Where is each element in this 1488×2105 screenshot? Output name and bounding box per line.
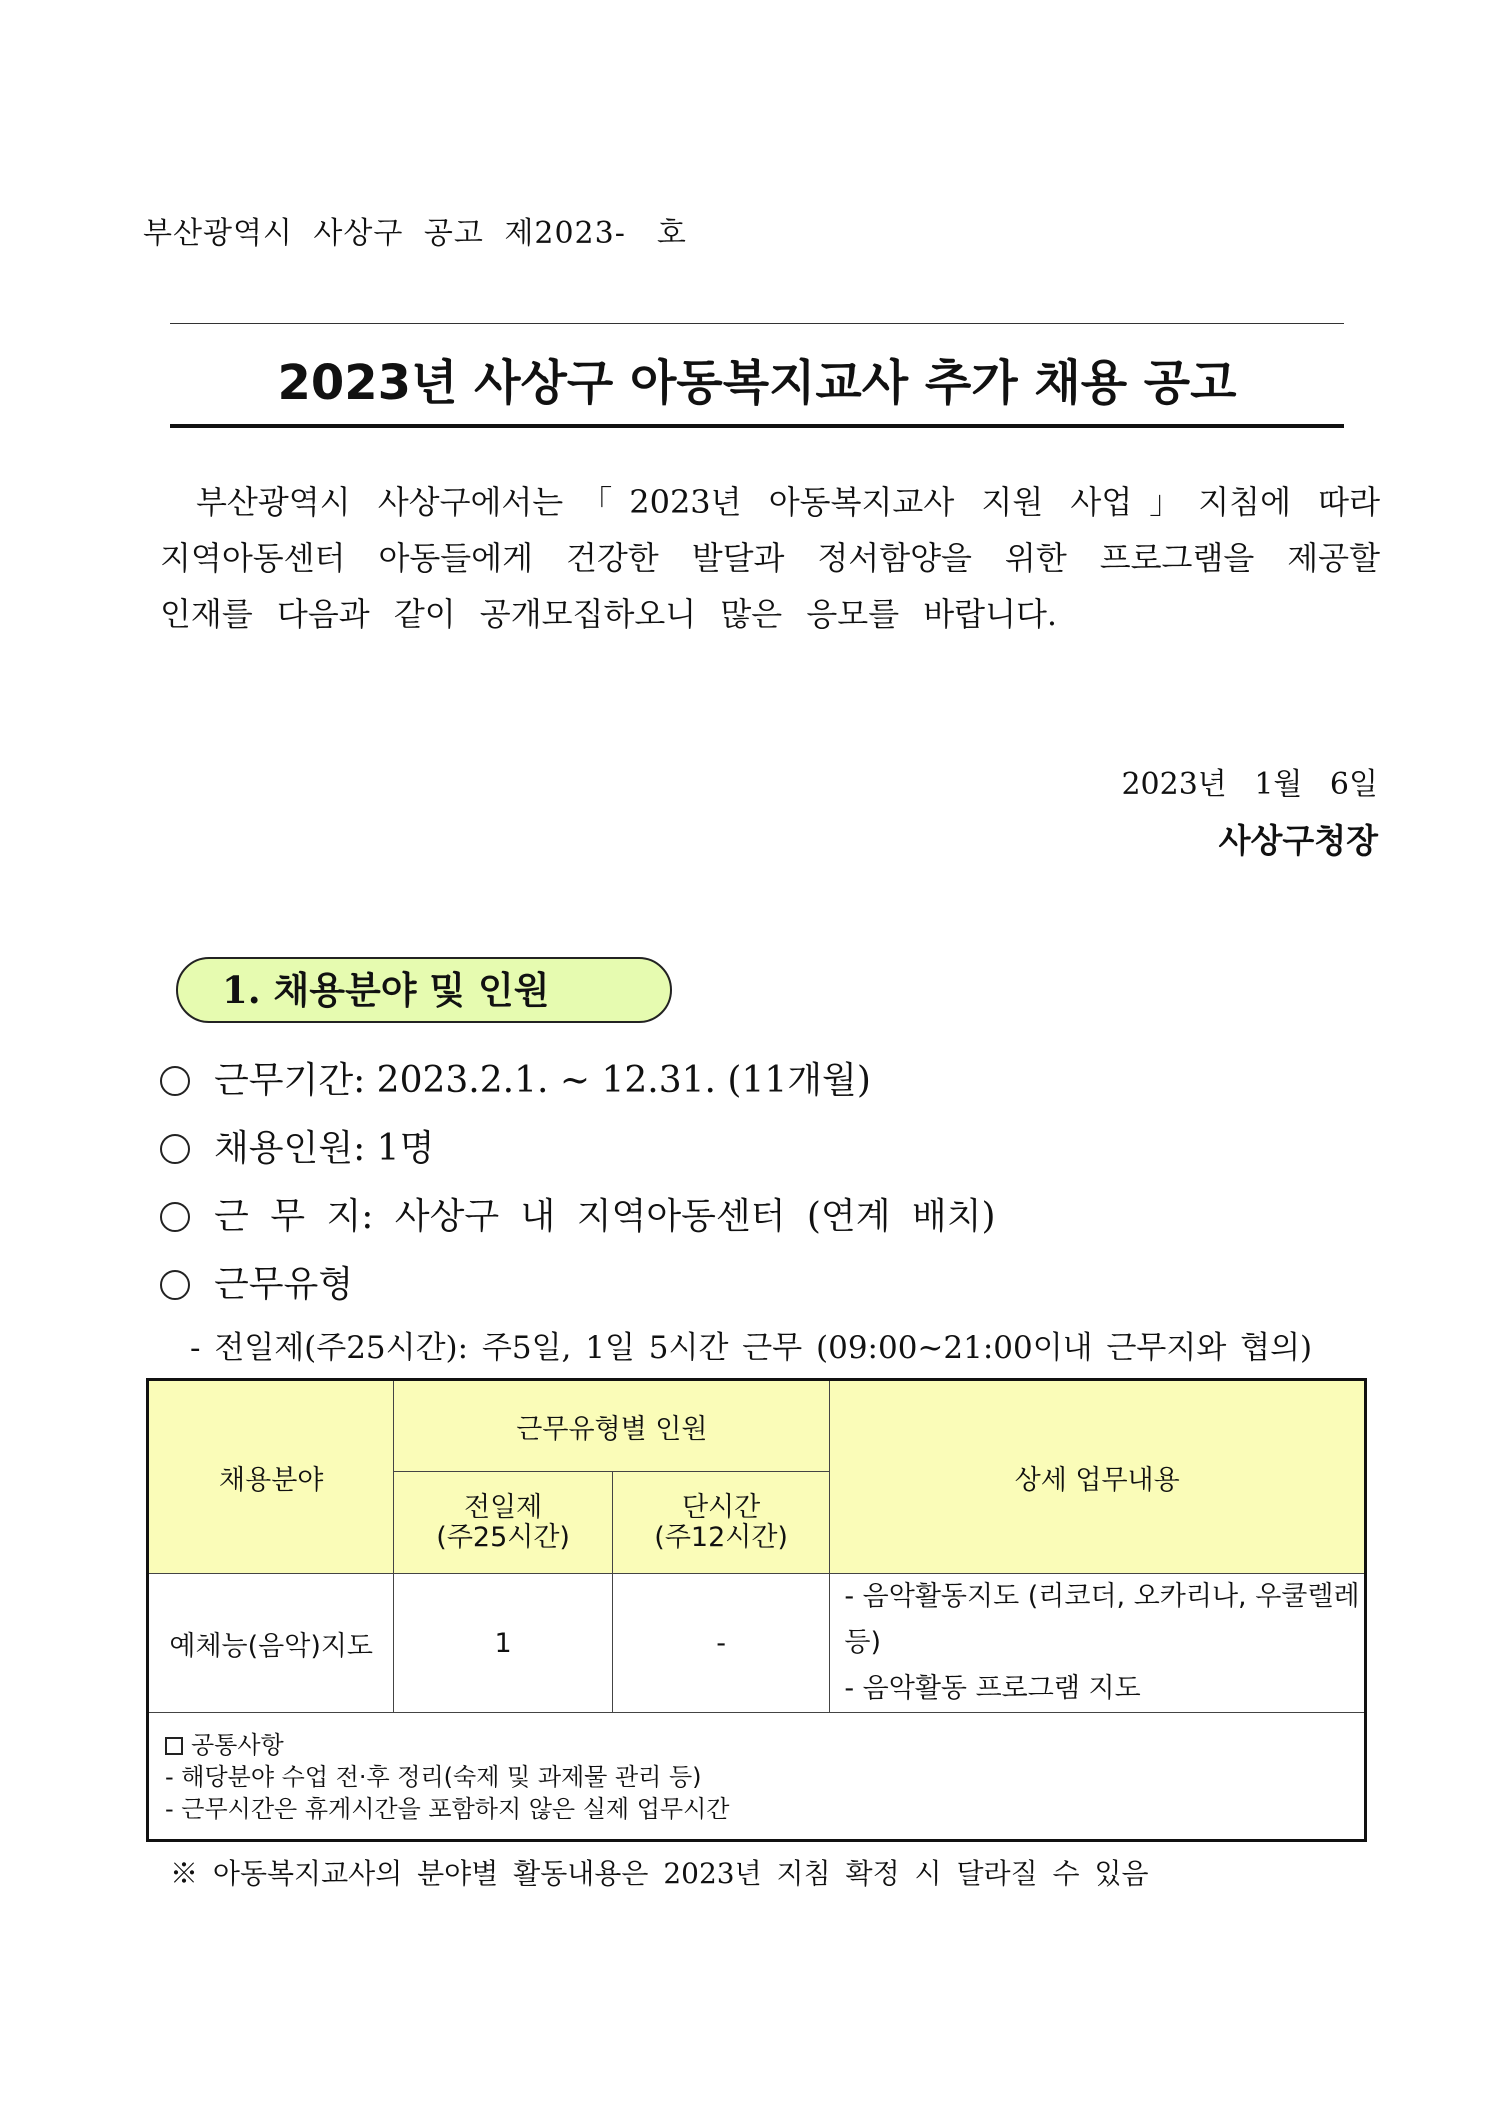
table-row	[148, 1574, 1366, 1713]
detail-line: - 음악활동 프로그램 지도	[844, 1673, 1141, 1704]
circle-bullet-icon	[160, 1270, 190, 1300]
header-details: 상세 업무내용	[830, 1380, 1366, 1574]
bullet-item	[160, 1120, 434, 1171]
header-full-time-hours: (주25시간)	[436, 1521, 570, 1553]
header-field: 채용분야	[148, 1380, 394, 1574]
common-item: - 근무시간은 휴게시간을 포함하지 않은 실제 업무시간	[165, 1795, 730, 1823]
title-top-rule	[170, 323, 1344, 324]
signer: 사상구청장	[1218, 821, 1378, 860]
common-notes	[148, 1713, 1366, 1841]
title-bottom-rule	[170, 424, 1344, 428]
circle-bullet-icon	[160, 1066, 190, 1096]
bullet-text: 근 무 지: 사상구 내 지역아동센터 (연계 배치)	[214, 1196, 996, 1237]
detail-line: - 음악활동지도 (리코더, 오카리나, 우쿨렐레 등)	[844, 1581, 1360, 1658]
header-staff-by-type: 근무유형별 인원	[394, 1380, 830, 1472]
page-title: 2023년 사상구 아동복지교사 추가 채용 공고	[277, 355, 1237, 411]
circle-bullet-icon	[160, 1202, 190, 1232]
header-part-time-hours: (주12시간)	[654, 1521, 788, 1553]
intro-line: 부산광역시 사상구에서는「2023년 아동복지교사 지원 사업」지침에 따라	[196, 483, 1380, 521]
intro-line: 인재를 다음과 같이 공개모집하오니 많은 응모를 바랍니다.	[160, 595, 1058, 633]
notice-date: 2023년 1월 6일	[1121, 767, 1378, 802]
checkbox-square-icon	[165, 1737, 183, 1755]
bullet-item	[160, 1256, 353, 1307]
intro-paragraph	[160, 474, 1380, 642]
header-part-time-label: 단시간	[681, 1491, 761, 1523]
circle-bullet-icon	[160, 1134, 190, 1164]
cell-part-time: -	[612, 1574, 829, 1713]
intro-line: 지역아동센터 아동들에게 건강한 발달과 정서함양을 위한 프로그램을 제공할	[160, 539, 1380, 577]
section-heading: 1. 채용분야 및 인원	[176, 957, 672, 1023]
bullet-item	[160, 1052, 871, 1103]
bullet-text: 근무기간: 2023.2.1. ~ 12.31. (11개월)	[214, 1060, 871, 1101]
common-item: - 해당분야 수업 전·후 정리(숙제 및 과제물 관리 등)	[165, 1763, 702, 1791]
bullet-item	[160, 1188, 996, 1239]
header-full-time	[394, 1472, 612, 1574]
bullet-text: 근무유형	[214, 1264, 354, 1305]
cell-full-time: 1	[394, 1574, 612, 1713]
notice-number: 부산광역시 사상구 공고 제2023- 호	[143, 216, 687, 251]
bullet-text: 채용인원: 1명	[214, 1128, 435, 1169]
cell-field: 예체능(음악)지도	[148, 1574, 394, 1713]
work-type-detail: - 전일제(주25시간): 주5일, 1일 5시간 근무 (09:00~21:00이내 근무지와 협의)	[190, 1330, 1313, 1366]
common-row	[148, 1713, 1366, 1841]
cell-details	[830, 1574, 1366, 1713]
footnote: ※ 아동복지교사의 분야별 활동내용은 2023년 지침 확정 시 달라질 수 있음	[170, 1857, 1149, 1890]
header-part-time	[612, 1472, 829, 1574]
common-heading: 공통사항	[191, 1731, 284, 1759]
recruitment-table	[146, 1378, 1367, 1842]
header-full-time-label: 전일제	[464, 1491, 543, 1523]
